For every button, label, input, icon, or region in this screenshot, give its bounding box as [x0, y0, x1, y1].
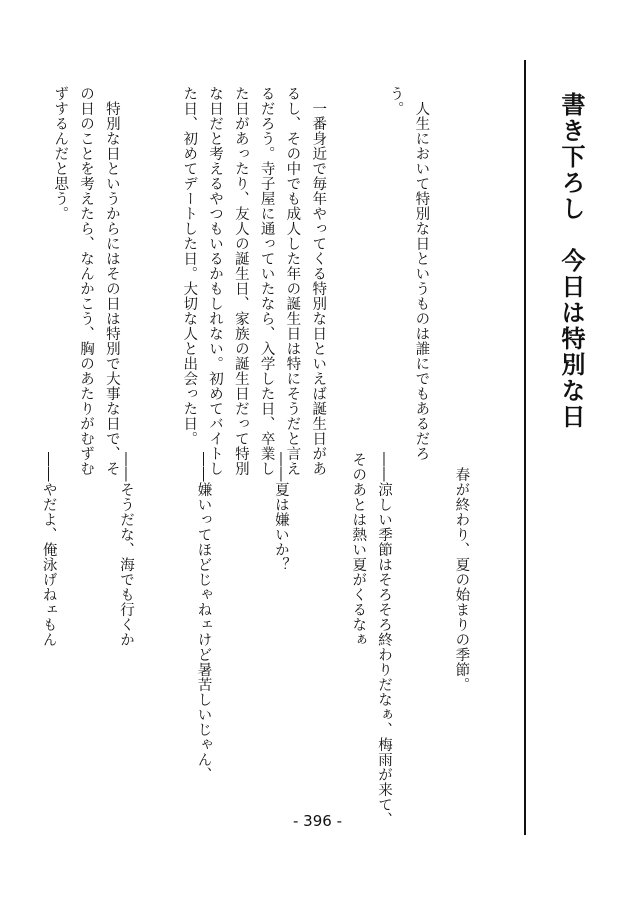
- paragraph: 一番身近で毎年やってくる特別な日といえば誕生日があ るし、その中でも成人した年の誕生日は特にそうだと言え るだろう。寺子屋に通っていたなら、入学した日、卒業し た日があったり、友人の誕生日、家族の誕生日だって特別 な日だと考えるやつもいるかもしれない。初めてバイトし た日、初めてデートした日。大切な人と出会った日。: [181, 86, 327, 476]
- dialogue-line: ――やだよ、俺泳げねェもん: [40, 452, 57, 647]
- chapter-title: 書き下ろし 今日は特別な日: [557, 92, 585, 430]
- lower-text-block: [0, 452, 525, 827]
- dialogue-line: ――涼しい季節はそろそろ終わりだなぁ、梅雨が来て、 そのあとは熱い夏がくるなぁ: [350, 452, 393, 827]
- page-number: - 396 -: [293, 812, 342, 830]
- dialogue-line: ――夏は嫌いか？: [272, 452, 289, 572]
- paragraph: 特別な日というからにはその日は特別で大事な日で、そ の日のことを考えたら、なんかこう、胸のあたりがむずむ ずするんだと思う。: [52, 86, 120, 476]
- paragraph: 春が終わり、夏の始まりの季節。: [453, 452, 470, 692]
- dialogue-line: ――そうだな、海でも行くか: [118, 452, 135, 647]
- dialogue-line: ――嫌いってほどじゃねェけど暑苦しいじゃん、: [195, 452, 212, 782]
- upper-text-block: [0, 86, 485, 476]
- paragraph: 人生において特別な日というものは誰にでもあるだろ う。: [387, 86, 430, 461]
